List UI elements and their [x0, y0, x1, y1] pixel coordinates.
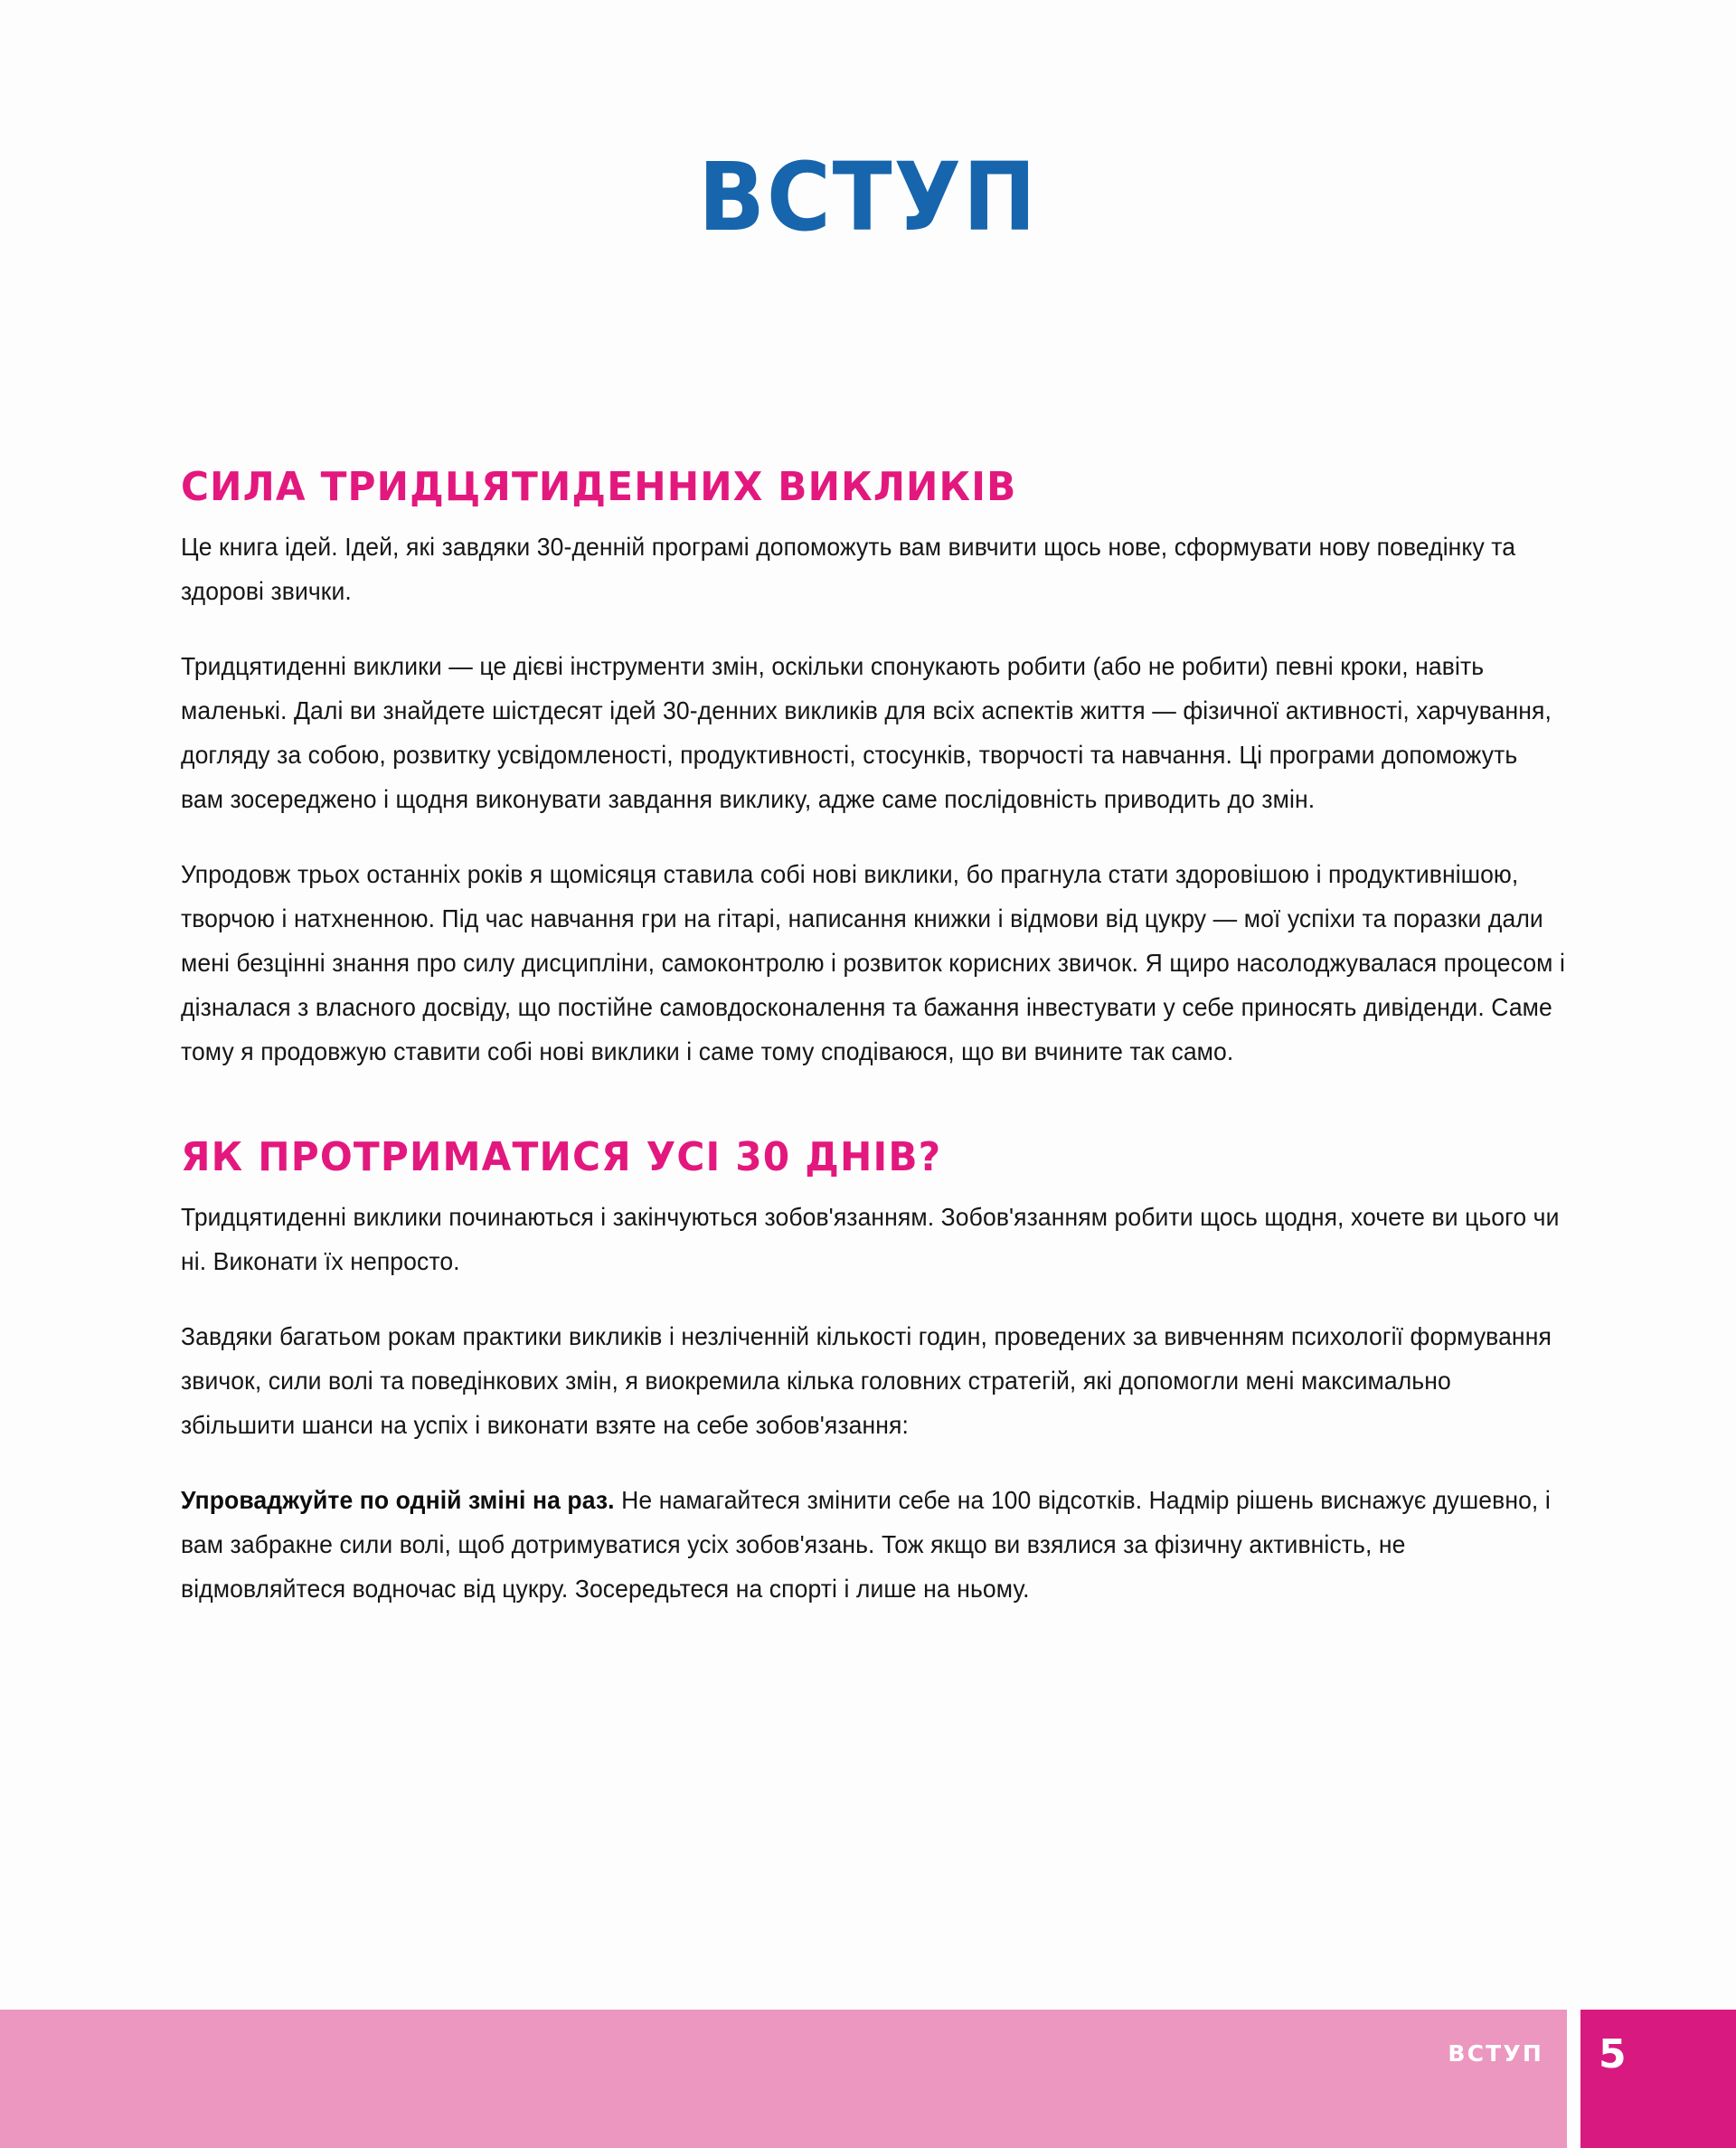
chapter-title: ВСТУП [698, 141, 1038, 252]
paragraph-strategies-intro: Завдяки багатьом рокам практики викликів і незліченній кількості годин, проведених за вивченням психології формування звичок, сили волі та поведінкових змін, я виокремила кілька головних стратегій, які допомогли мені максимально збільшити шанси на успіх і виконати взяте на себе зобов'язання: [181, 1321, 1552, 1439]
paragraph-book-of-ideas: Це книга ідей. Ідей, які завдяки 30-денній програмі допоможуть вам вивчити щось нове, сформувати нову поведінку та здорові звички. [181, 533, 1516, 606]
section-heading-how-to-last-30-days: ЯК ПРОТРИМАТИСЯ УСІ 30 ДНІВ? [181, 1133, 942, 1180]
paragraph-lead-rest: Не намагайтеся змінити себе на 100 відсотків. Надмір рішень виснажує душевно, і вам забракне сили волі, щоб дотримуватися усіх зобов'язань. Тож якщо ви взялися за фізичну активність, не відмовляйтеся водночас від цукру. Зосередьтеся на спорті і лише на ньому. [181, 1485, 1551, 1603]
page-number: 5 [1599, 2031, 1627, 2077]
page-footer [0, 2010, 1736, 2148]
paragraph-three-years-experience: Упродовж трьох останніх років я щомісяця ставила собі нові виклики, бо прагнула стати здоровішою і продуктивнішою, творчою і натхненною. Під час навчання гри на гітарі, написання книжки і відмови від цукру — мої успіхи та поразки дали мені безцінні знання про силу дисципліни, самоконтролю і розвиток корисних звичок. Я щиро насолоджувалася процесом і дізналася з власного досвіду, що постійне самовдосконалення та бажання інвестувати у себе приносять дивіденди. Саме тому я продовжую ставити собі нові виклики і саме тому сподіваюся, що ви вчините так само. [181, 860, 1565, 1065]
paragraph-challenges-are-tools: Тридцятиденні виклики — це дієві інструменти змін, оскільки спонукають робити (або не робити) певні кроки, навіть маленькі. Далі ви знайдете шістдесят ідей 30-денних викликів для всіх аспектів життя — фізичної активності, харчування, догляду за собою, розвитку усвідомленості, продуктивності, стосунків, творчості та навчання. Ці програми допоможуть вам зосереджено і щодня виконувати завдання виклику, адже саме послідовність приводить до змін. [181, 652, 1552, 814]
paragraph-one-change-at-a-time [181, 1479, 1566, 1612]
footer-page-number-block [1580, 2010, 1736, 2148]
section-heading-power-of-challenges: СИЛА ТРИДЦЯТИДЕННИХ ВИКЛИКІВ [181, 464, 1017, 510]
paragraph-commitment: Тридцятиденні виклики починаються і закінчуються зобов'язанням. Зобов'язанням робити щось щодня, хочете ви цього чи ні. Виконати їх непросто. [181, 1203, 1560, 1276]
paragraph-lead-bold: Упроваджуйте по одній зміні на раз. [181, 1485, 615, 1514]
footer-chapter-label: ВСТУП [1448, 2040, 1543, 2067]
body-content [181, 466, 1617, 1612]
footer-bar [0, 2010, 1567, 2148]
